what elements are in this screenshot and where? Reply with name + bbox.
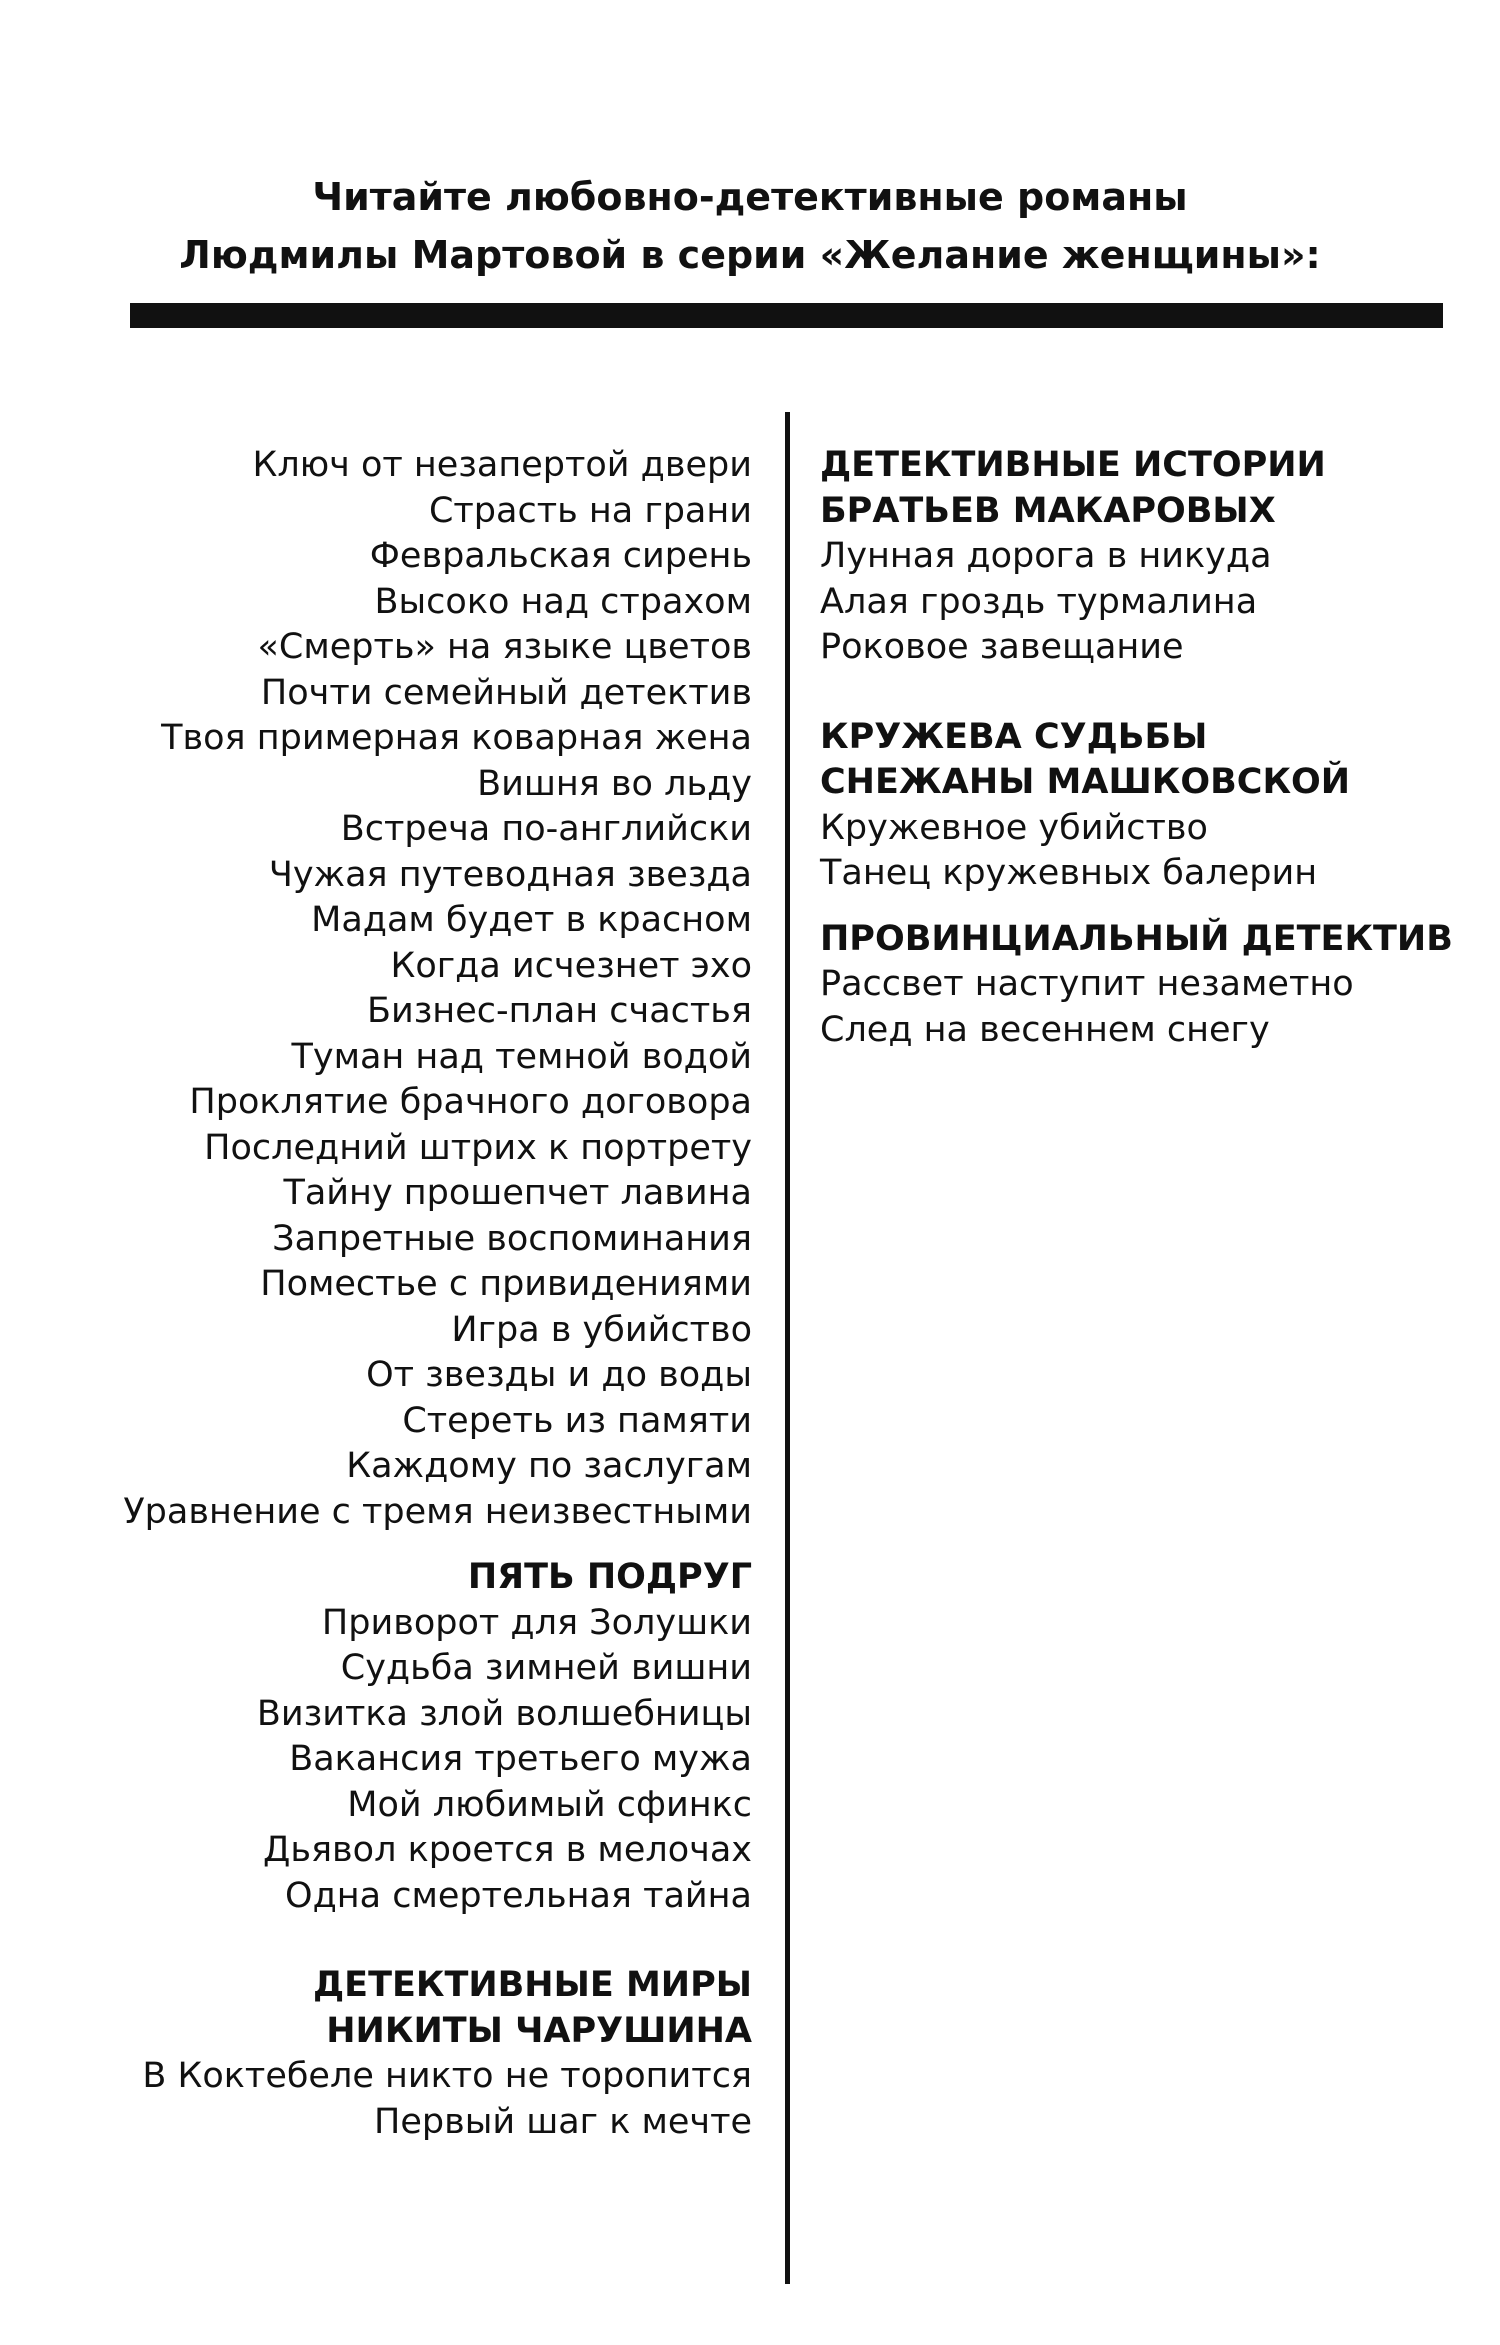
book-title: Туман над темной водой [291,1036,752,1077]
book-title: Запретные воспоминания [272,1218,752,1259]
book-title: Роковое завещание [820,627,1184,667]
book-title: Когда исчезнет эхо [390,945,752,986]
book-title: Алая гроздь турмалина [820,581,1258,622]
book-title: Рассвет наступит незаметно [820,964,1354,1004]
series-five-friends [60,1555,752,1919]
series-heading-line-1: КРУЖЕВА СУДЬБЫ [820,716,1208,757]
book-title: Поместье с привидениями [260,1264,752,1304]
series-heading-line-1: ДЕТЕКТИВНЫЕ ИСТОРИИ [820,445,1326,485]
book-title: Почти семейный детектив [260,672,752,713]
book-title: Судьба зимней вишни [340,1648,752,1688]
page-title-line-2: Людмилы Мартовой в серии «Желание женщины»: [179,233,1321,277]
page-title [0,168,1500,284]
book-title: Дьявол кроется в мелочах [263,1830,752,1870]
book-title: Кружевное убийство [820,807,1208,848]
book-title: Страсть на грани [428,490,752,531]
book-title: Чужая путеводная звезда [268,854,752,895]
book-title: Первый шаг к мечте [374,2101,752,2142]
standalone-titles-list [60,443,752,1535]
book-title: Приворот для Золушки [321,1602,752,1643]
book-title: Твоя примерная коварная жена [161,718,752,758]
right-column [820,443,1460,1053]
series-mashkovskaya [820,715,1460,897]
book-title: Визитка злой волшебницы [256,1693,752,1734]
page-title-line-1: Читайте любовно-детективные романы [312,175,1188,219]
book-title: Тайну прошепчет лавина [283,1173,752,1213]
book-title: Бизнес-план счастья [366,991,752,1031]
book-title: Каждому по заслугам [346,1446,752,1486]
book-title: Танец кружевных балерин [820,853,1318,893]
column-divider [785,412,790,2284]
book-title: Высоко над страхом [374,581,752,622]
book-title: Одна смертельная тайна [285,1875,752,1916]
book-title: «Смерть» на языке цветов [257,627,752,667]
series-provincial [820,917,1460,1054]
book-title: Февральская сирень [369,536,752,576]
left-column [60,443,752,2145]
book-title: Мой любимый сфинкс [347,1784,752,1825]
series-makarov [820,443,1460,671]
book-title: Последний штрих к портрету [204,1127,752,1168]
series-heading-line-2: СНЕЖАНЫ МАШКОВСКОЙ [820,762,1351,802]
book-title: Встреча по-английски [340,809,752,849]
book-title: От звезды и до воды [366,1355,752,1395]
series-heading: ПЯТЬ ПОДРУГ [467,1557,752,1597]
header-rule [130,303,1443,328]
book-title: Уравнение с тремя неизвестными [123,1491,752,1532]
series-heading-line-2: БРАТЬЕВ МАКАРОВЫХ [820,490,1276,531]
book-title: Стереть из памяти [402,1400,752,1441]
series-charushin [60,1963,752,2145]
series-heading-line-1: ДЕТЕКТИВНЫЕ МИРЫ [312,1965,752,2005]
book-title: Игра в убийство [451,1309,752,1350]
book-title: Лунная дорога в никуда [820,536,1272,576]
series-heading-line-2: НИКИТЫ ЧАРУШИНА [326,2010,752,2051]
book-title: В Коктебеле никто не торопится [142,2056,752,2096]
book-title: Вишня во льду [477,763,752,804]
book-title: Вакансия третьего мужа [289,1739,752,1779]
book-title: След на весеннем снегу [820,1009,1270,1050]
book-title: Ключ от незапертой двери [252,445,752,485]
series-heading: ПРОВИНЦИАЛЬНЫЙ ДЕТЕКТИВ [820,918,1453,959]
book-title: Проклятие брачного договора [189,1082,752,1122]
book-title: Мадам будет в красном [311,900,752,940]
